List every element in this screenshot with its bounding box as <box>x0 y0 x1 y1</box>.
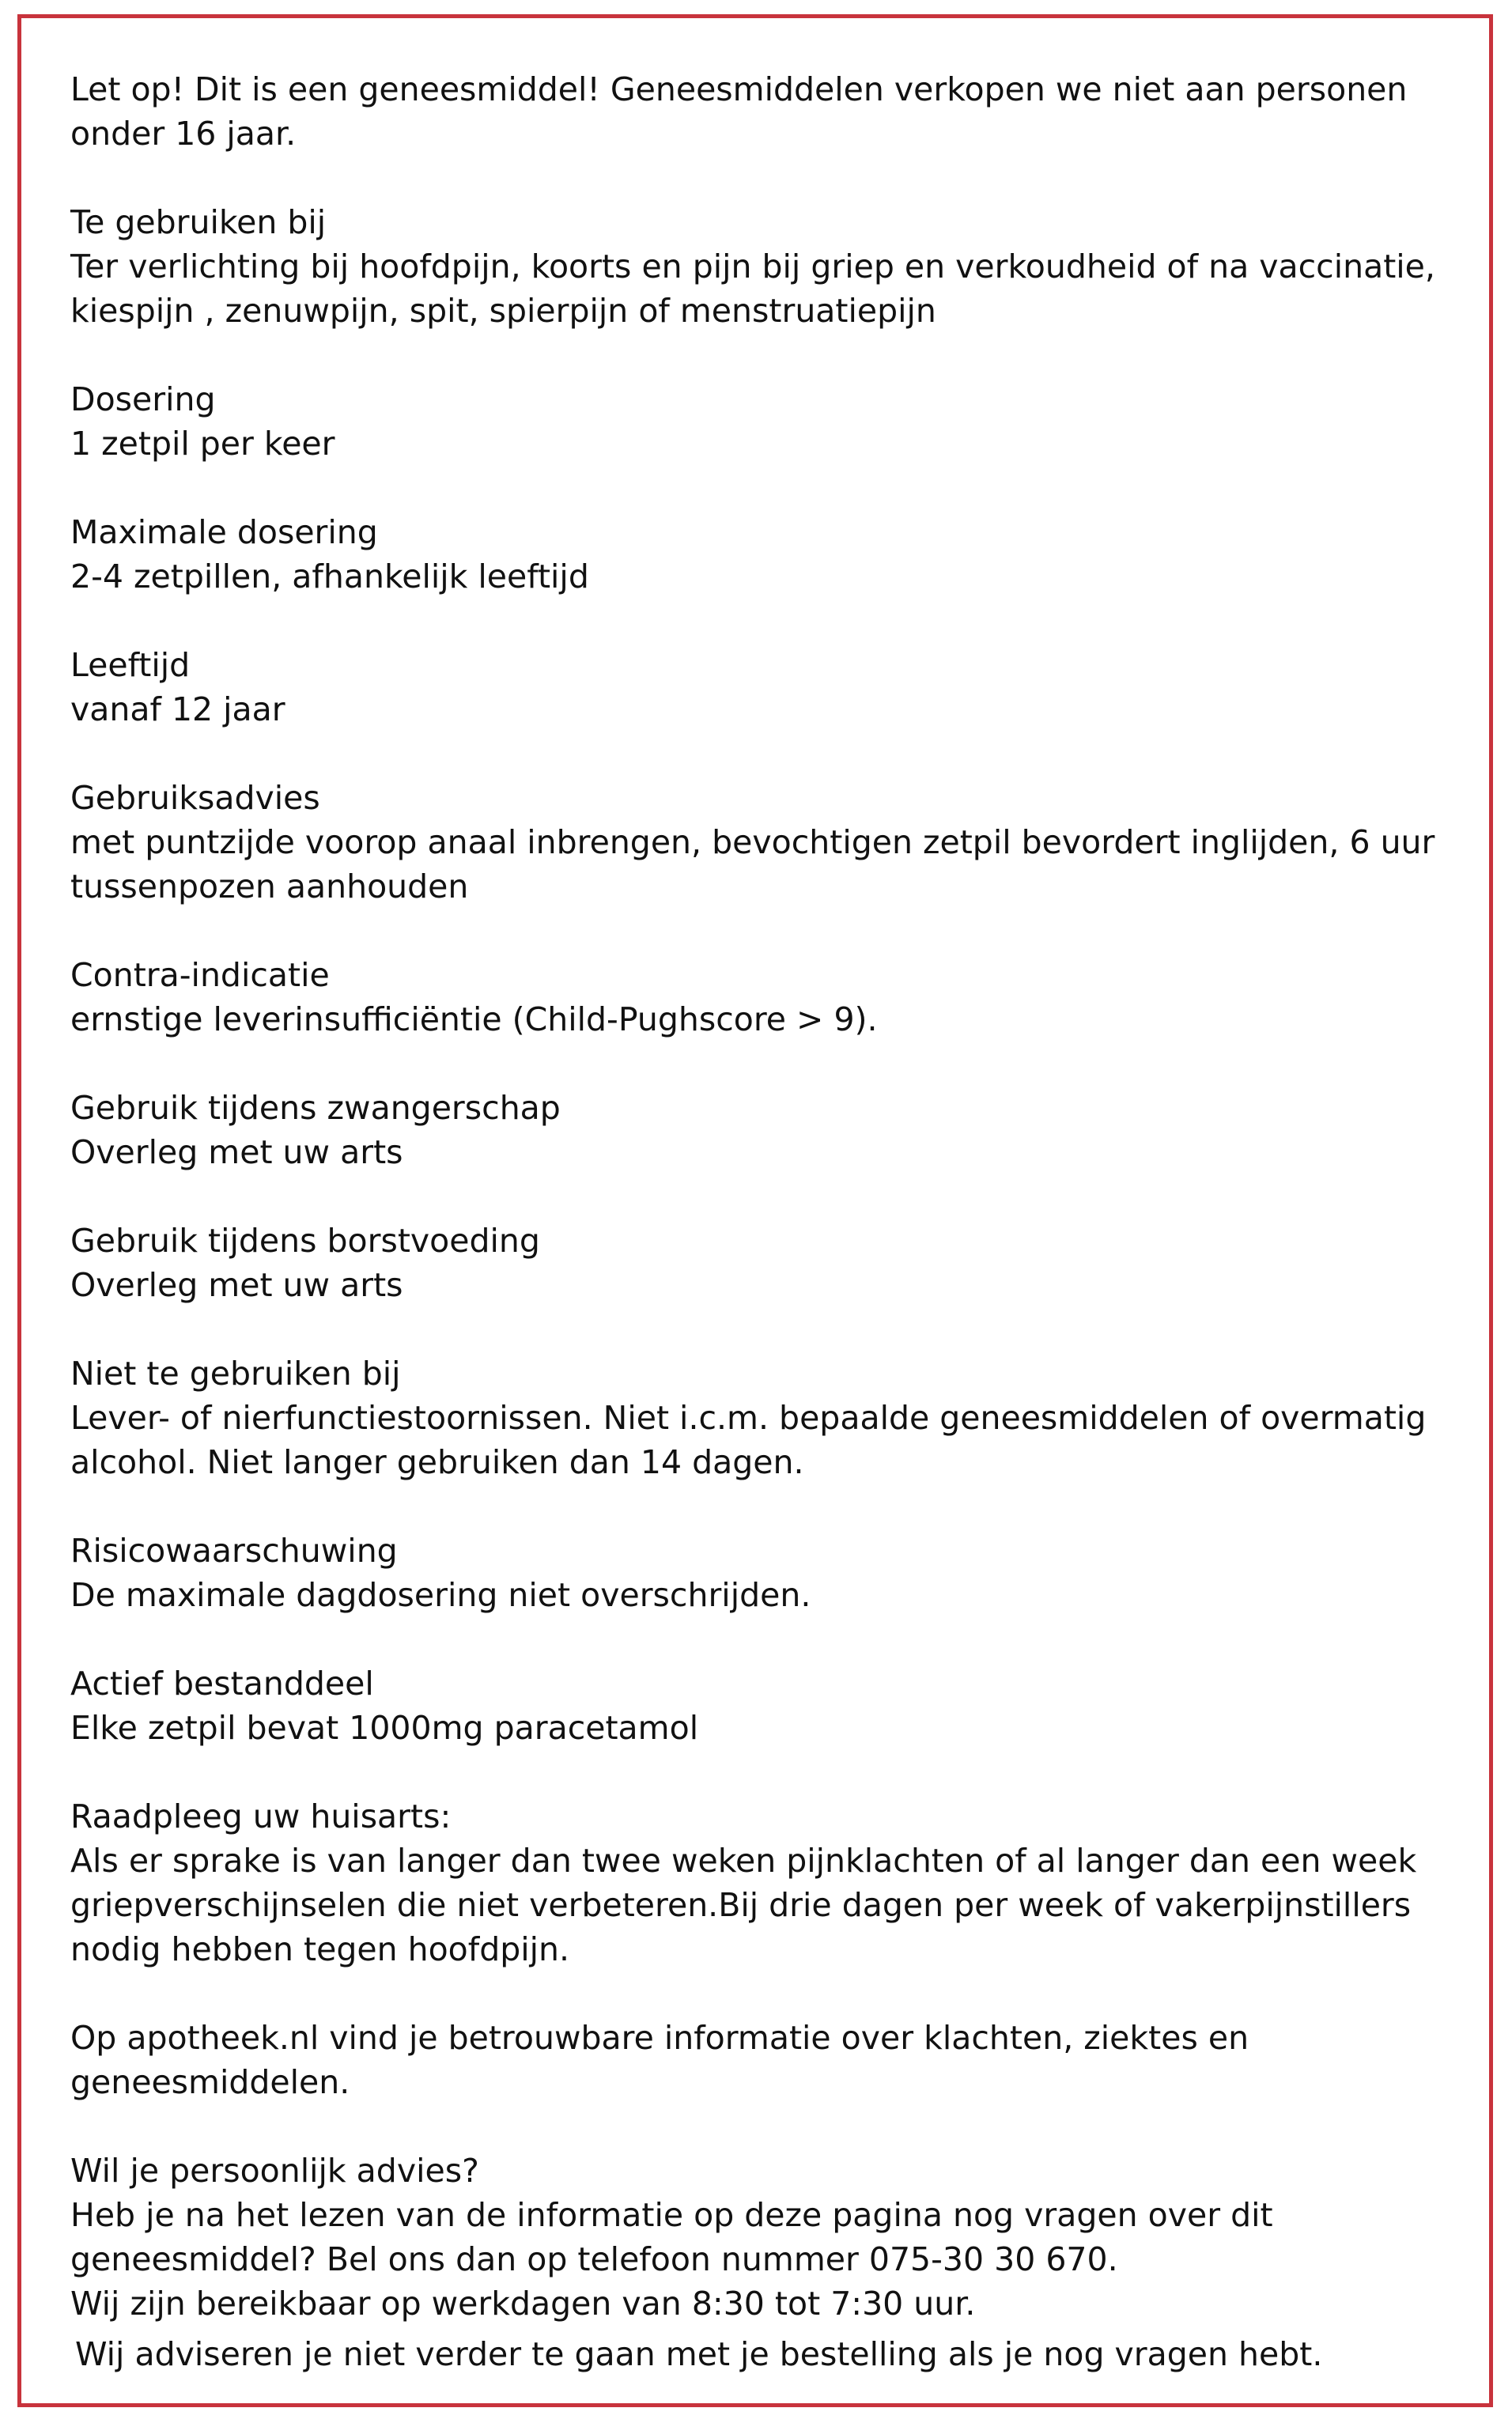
section-text: alcohol. Niet langer gebruiken dan 14 dagen. <box>70 1443 804 1481</box>
section-text: Elke zetpil bevat 1000mg paracetamol <box>70 1709 699 1747</box>
section-heading: Gebruiksadvies <box>70 779 320 817</box>
section-text: tussenpozen aanhouden <box>70 868 469 905</box>
warning-line: Let op! Dit is een geneesmiddel! Geneesmiddelen verkopen we niet aan personen <box>70 70 1408 108</box>
section-text: ernstige leverinsufficiëntie (Child-Pughscore > 9). <box>70 1000 878 1038</box>
consult-gp-section <box>70 1794 1478 1971</box>
section-heading: Te gebruiken bij <box>70 203 327 241</box>
info-section <box>70 2016 1478 2104</box>
breastfeeding-section <box>70 1219 1478 1307</box>
section-heading: Niet te gebruiken bij <box>70 1355 401 1393</box>
contraindication-section <box>70 953 1478 1041</box>
do-not-use-section <box>70 1351 1478 1484</box>
section-heading: Contra-indicatie <box>70 956 330 994</box>
section-text: geneesmiddelen. <box>70 2063 350 2101</box>
section-text: Lever- of nierfunctiestoornissen. Niet i.c.m. bepaalde geneesmiddelen of overmatig <box>70 1399 1427 1437</box>
section-heading: Wil je persoonlijk advies? <box>70 2152 479 2190</box>
leaflet-content <box>70 67 1478 2384</box>
indication-section <box>70 200 1478 333</box>
phone-text: geneesmiddel? Bel ons dan op telefoon nummer 075-30 30 670. <box>70 2240 1118 2278</box>
section-text: De maximale dagdosering niet overschrijden. <box>70 1576 811 1614</box>
pregnancy-section <box>70 1086 1478 1174</box>
section-heading: Gebruik tijdens zwangerschap <box>70 1089 561 1127</box>
risk-warning-section <box>70 1529 1478 1617</box>
section-text: 1 zetpil per keer <box>70 425 335 463</box>
section-heading: Dosering <box>70 380 216 418</box>
section-heading: Maximale dosering <box>70 513 378 551</box>
section-text: Overleg met uw arts <box>70 1133 403 1171</box>
hours-text: Wij zijn bereikbaar op werkdagen van 8:30 tot 7:30 uur. <box>70 2285 976 2323</box>
section-heading: Risicowaarschuwing <box>70 1532 398 1570</box>
section-heading: Leeftijd <box>70 646 191 684</box>
personal-advice-section <box>70 2149 1478 2376</box>
section-text: 2-4 zetpillen, afhankelijk leeftijd <box>70 558 589 595</box>
max-dosage-section <box>70 510 1478 599</box>
usage-advice-section <box>70 776 1478 909</box>
section-text: kiespijn , zenuwpijn, spit, spierpijn of menstruatiepijn <box>70 292 936 330</box>
section-heading: Raadpleeg uw huisarts: <box>70 1797 452 1835</box>
section-text: Op apotheek.nl vind je betrouwbare informatie over klachten, ziektes en <box>70 2019 1249 2057</box>
age-section <box>70 643 1478 731</box>
section-text: Heb je na het lezen van de informatie op deze pagina nog vragen over dit <box>70 2196 1273 2234</box>
warning-section <box>70 67 1478 156</box>
section-text: Overleg met uw arts <box>70 1266 403 1304</box>
section-text: nodig hebben tegen hoofdpijn. <box>70 1930 570 1968</box>
active-ingredient-section <box>70 1661 1478 1750</box>
section-text: met puntzijde voorop anaal inbrengen, bevochtigen zetpil bevordert inglijden, 6 uur <box>70 823 1435 861</box>
section-heading: Actief bestanddeel <box>70 1665 374 1703</box>
section-heading: Gebruik tijdens borstvoeding <box>70 1222 540 1260</box>
section-text: Als er sprake is van langer dan twee weken pijnklachten of al langer dan een week <box>70 1842 1417 1880</box>
section-text: griepverschijnselen die niet verbeteren.Bij drie dagen per week of vakerpijnstillers <box>70 1886 1412 1924</box>
section-text: vanaf 12 jaar <box>70 690 285 728</box>
red-border-frame <box>17 14 1493 2407</box>
dosage-section <box>70 377 1478 466</box>
section-text: Ter verlichting bij hoofdpijn, koorts en pijn bij griep en verkoudheid of na vaccinatie, <box>70 248 1435 285</box>
final-advice-text: Wij adviseren je niet verder te gaan met je bestelling als je nog vragen hebt. <box>75 2335 1323 2373</box>
warning-line: onder 16 jaar. <box>70 115 297 153</box>
